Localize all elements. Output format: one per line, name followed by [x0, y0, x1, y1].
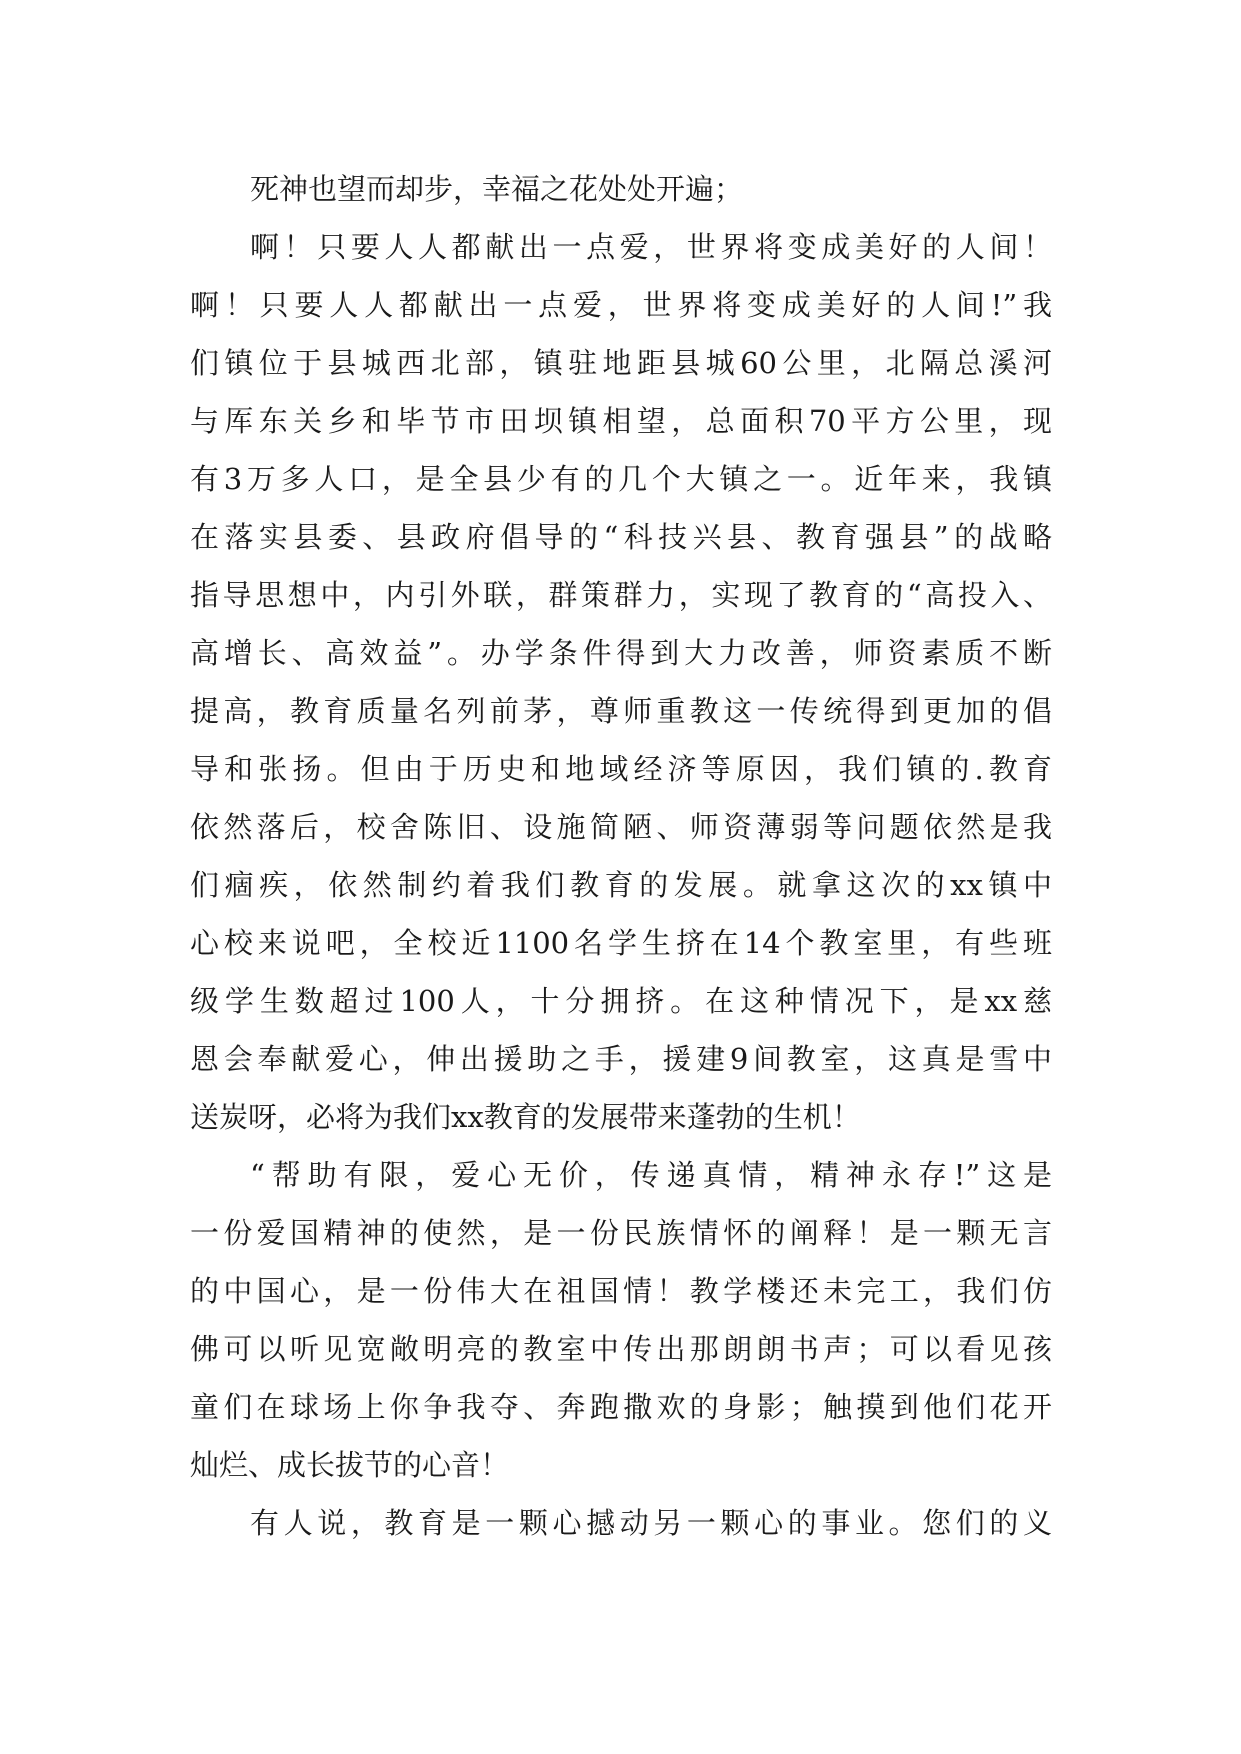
text-line: 级学生数超过100人，十分拥挤。在这种情况下，是xx慈: [190, 984, 1052, 1018]
text-line: 心校来说吧，全校近1100名学生挤在14个教室里，有些班: [190, 926, 1052, 960]
text-line: 送炭呀，必将为我们xx教育的发展带来蓬勃的生机！: [190, 1100, 861, 1134]
text-line: 啊！只要人人都献出一点爱，世界将变成美好的人间！: [250, 230, 1052, 264]
text-line: 恩会奉献爱心，伸出援助之手，援建9间教室，这真是雪中: [190, 1042, 1052, 1076]
text-line: 佛可以听见宽敞明亮的教室中传出那朗朗书声；可以看见孩: [190, 1332, 1052, 1366]
text-line: 灿烂、成长拔节的心音！: [190, 1448, 510, 1482]
text-line: 依然落后，校舍陈旧、设施简陋、师资薄弱等问题依然是我: [190, 810, 1052, 844]
text-line: 有人说，教育是一颗心撼动另一颗心的事业。您们的义: [250, 1506, 1052, 1540]
text-line: “帮助有限，爱心无价，传递真情，精神永存!”这是: [250, 1158, 1052, 1192]
text-line: 提高，教育质量名列前茅，尊师重教这一传统得到更加的倡: [190, 694, 1052, 728]
text-line: 的中国心，是一份伟大在祖国情！教学楼还未完工，我们仿: [190, 1274, 1052, 1308]
text-line: 指导思想中，内引外联，群策群力，实现了教育的“高投入、: [190, 578, 1052, 612]
text-line: 在落实县委、县政府倡导的“科技兴县、教育强县”的战略: [190, 520, 1052, 554]
text-line: 们镇位于县城西北部，镇驻地距县城60公里，北隔总溪河: [190, 346, 1052, 380]
text-line: 高增长、高效益”。办学条件得到大力改善，师资素质不断: [190, 636, 1052, 670]
text-line: 有3万多人口，是全县少有的几个大镇之一。近年来，我镇: [190, 462, 1052, 496]
text-line: 童们在球场上你争我夺、奔跑撒欢的身影；触摸到他们花开: [190, 1390, 1052, 1424]
body-text: [190, 160, 1052, 1552]
text-line: 一份爱国精神的使然，是一份民族情怀的阐释！是一颗无言: [190, 1216, 1052, 1250]
text-line: 们痼疾，依然制约着我们教育的发展。就拿这次的xx镇中: [190, 868, 1052, 902]
text-line: 导和张扬。但由于历史和地域经济等原因，我们镇的.教育: [190, 752, 1052, 786]
text-line: 死神也望而却步，幸福之花处处开遍；: [250, 172, 744, 206]
text-line: 啊！只要人人都献出一点爱，世界将变成美好的人间!”我: [190, 288, 1052, 322]
text-line: 与厍东关乡和毕节市田坝镇相望，总面积70平方公里，现: [190, 404, 1052, 438]
